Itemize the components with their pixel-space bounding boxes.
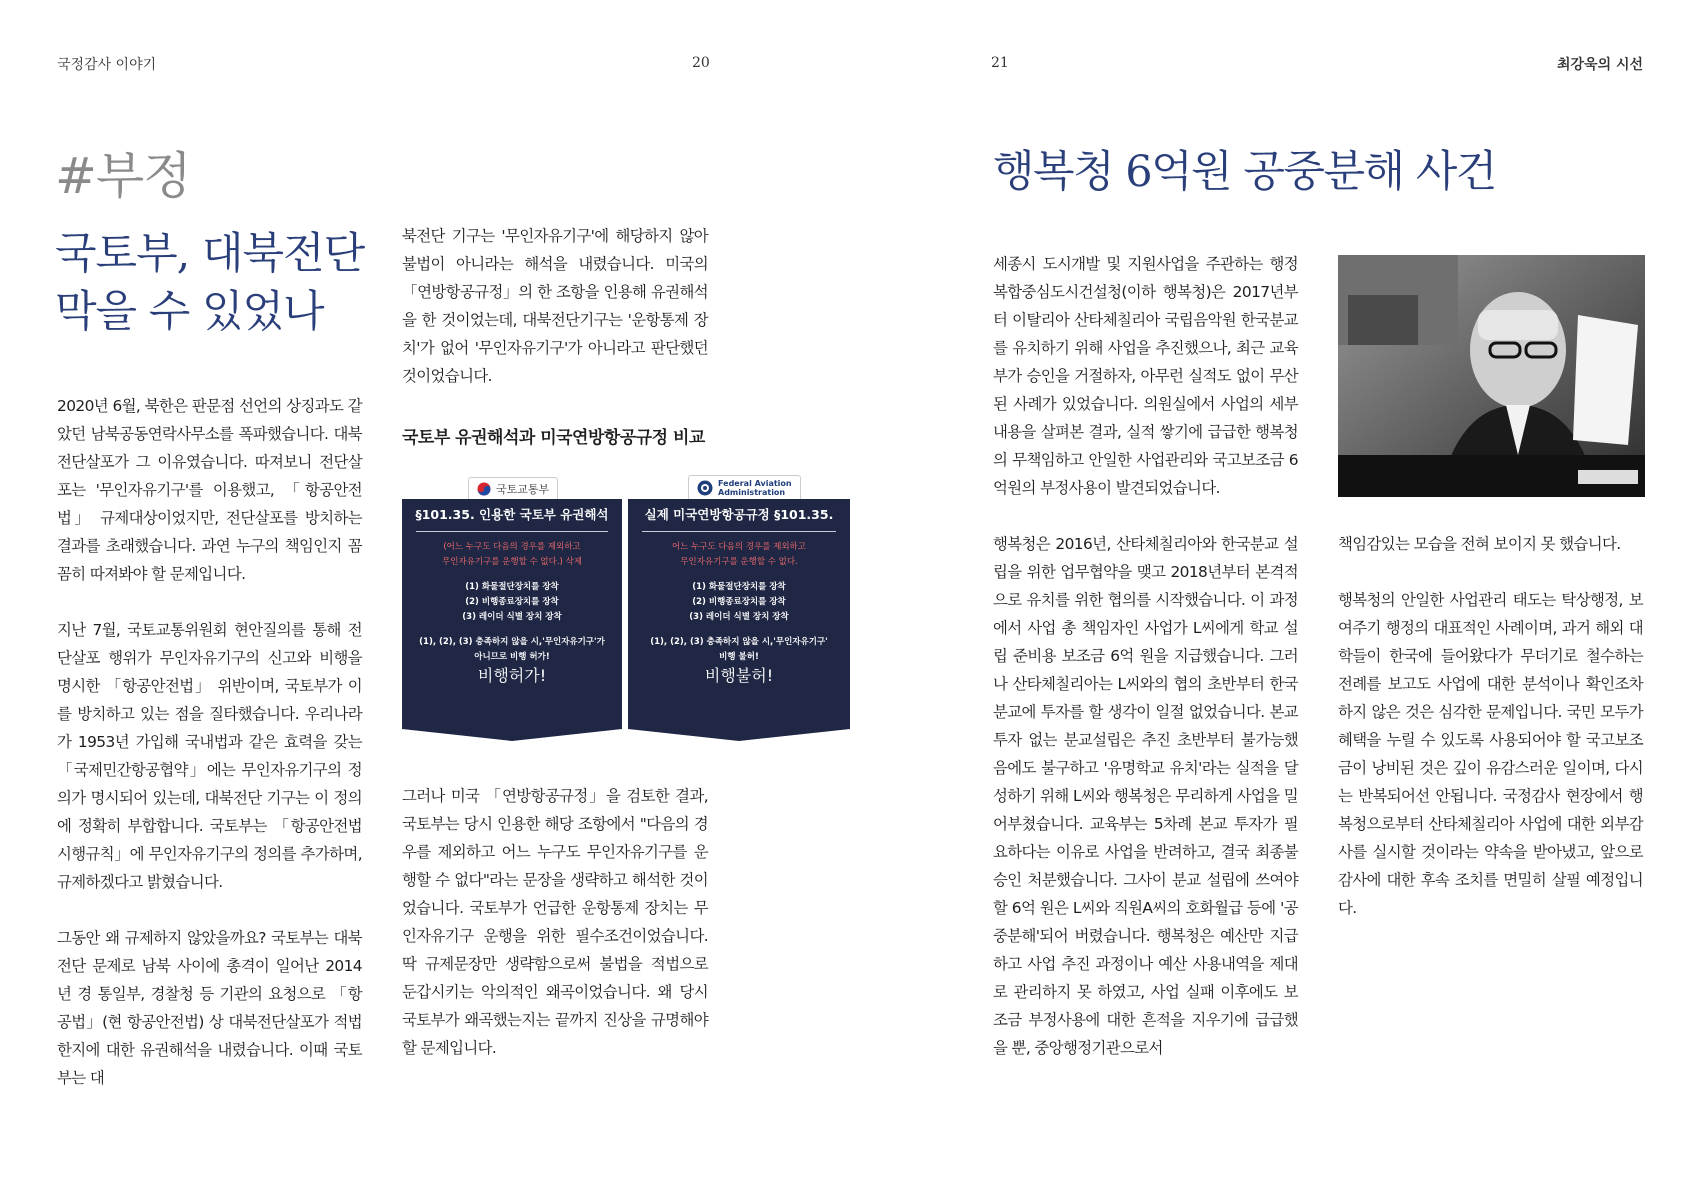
- right-panel-pennant: [628, 687, 850, 741]
- paragraph: 2020년 6월, 북한은 판문점 선언의 상징과도 같았던 남북공동연락사무소를 폭파했습니다. 대북전단살포가 그 이유였습니다. 따져보니 전단살포는 '무인자유기구'를 이용했고, 「항공안전법」 규제대상이었지만, 전단살포를 방치하는 결과를 초래했습니다. 과연 누구의 책임인지 꼼꼼히 따져봐야 할 문제입니다.: [57, 397, 362, 583]
- left-column-2-bottom: [402, 782, 708, 1062]
- left-panel-condition: 아니므로 비행 허가!: [474, 652, 550, 662]
- right-page-number: 21: [991, 55, 1009, 71]
- paragraph: 세종시 도시개발 및 지원사업을 주관하는 행정복합중심도시건설청(이하 행복청)은 2017년부터 이탈리아 산타체칠리아 국립음악원 한국분교를 유치하기 위해 사업을 추진했으나, 최근 교육부가 승인을 거절하자, 아무런 실적도 없이 무산된 사례가 있었습니다. 의원실에서 사업의 세부내용을 살펴본 결과, 실적 쌓기에 급급한 행복청의 무책임하고 안일한 사업관리와 국고보조금 6억원의 부정사용이 발견되었습니다.: [993, 255, 1298, 497]
- right-panel-red-text: 무인자유기구를 운행할 수 없다.: [680, 557, 798, 567]
- left-panel-red-text: 무인자유기구를 운행할 수 없다.) 삭제: [442, 557, 582, 567]
- comparison-subheading: 국토부 유권해석과 미국연방항공규정 비교: [402, 428, 705, 448]
- left-article-title: [55, 225, 375, 341]
- paragraph: 북전단 기구는 '무인자유기구'에 해당하지 않아 불법이 아니라는 해석을 내렸습니다. 미국의 「연방항공규정」의 한 조항을 인용해 유권해석을 한 것이었는데, 대북전단기구는 '운항통제 장치'가 없어 '무인자유기구'가 아니라고 판단했던 것이었습니다.: [402, 227, 708, 385]
- right-running-header: 최강욱의 시선: [1557, 57, 1644, 73]
- paragraph: 행복청의 안일한 사업관리 태도는 탁상행정, 보여주기 행정의 대표적인 사례이며, 과거 해외 대학들이 한국에 들어왔다가 무더기로 철수하는 전례를 보고도 사업에 대한 분석이나 확인조차 하지 않은 것은 심각한 문제입니다. 국민 모두가 혜택을 누릴 수 있도록 사용되어야 할 국고보조금이 낭비된 것은 깊이 유감스러운 일이며, 다시는 반복되어선 안됩니다. 국정감사 현장에서 행복청으로부터 산타체칠리아 사업에 대한 외부감사를 실시할 것이라는 약속을 받아냈고, 앞으로 감사에 대한 후속 조치를 면밀히 살필 예정입니다.: [1338, 591, 1643, 917]
- left-panel-condition: (1), (2), (3) 충족하지 않을 시,'무인자유기구'가: [419, 637, 605, 647]
- left-comparison-panel: [402, 473, 622, 741]
- right-panel-body: [628, 499, 850, 687]
- faa-logo-line: Administration: [718, 488, 786, 497]
- photo-illustration: [1338, 255, 1645, 497]
- right-column-2: [1338, 530, 1643, 922]
- paragraph: 그동안 왜 규제하지 않았을까요? 국토부는 대북전단 문제로 남북 사이에 총격이 일어난 2014년 경 통일부, 경찰청 등 기관의 요청으로 「항공법」(현 항공안전법) 상 대북전단살포가 적법한지에 대한 유권해석을 내렸습니다. 이때 국토부는 대: [57, 929, 362, 1087]
- faa-logo-text: [718, 479, 792, 497]
- left-page-number: 20: [692, 55, 710, 71]
- hearing-photo: [1338, 255, 1645, 497]
- taegeuk-icon: [477, 482, 491, 496]
- molit-logo-text: 국토교통부: [496, 483, 550, 496]
- right-column-1: [993, 250, 1298, 1062]
- faa-logo-line: Federal Aviation: [718, 479, 792, 488]
- paragraph: 행복청은 2016년, 산타체칠리아와 한국분교 설립을 위한 업무협약을 맺고 2018년부터 본격적으로 유치를 위한 협의를 시작했습니다. 이 과정에서 사업 총 책임자인 사업가 L씨에게 학교 설립 준비용 보조금 6억 원을 지급했습니다. 그러나 산타체칠리아는 L씨와의 협의 초반부터 한국분교에 투자를 할 생각이 일절 없었습니다. 본교 투자 없는 분교설립은 추진 초반부터 불가능했음에도 불구하고 '유명학교 유치'라는 실적을 달성하기 위해 L씨와 행복청은 무리하게 사업을 밀어부쳤습니다. 교육부는 5차례 본교 투자가 필요하다는 이유로 사업을 반려하고, 결국 최종불승인 처분했습니다. 그사이 분교 설립에 쓰여야 할 6억 원은 L씨와 직원A씨의 호화월급 등에 '공중분해'되어 버렸습니다. 행복청은 예산만 지급하고 사업 추진 과정이나 예산 사용내역을 제대로 관리하지 못 하였고, 사업 실패 이후에도 보조금 부정사용에 대한 흔적을 지우기에 급급했을 뿐, 중앙행정기관으로서: [993, 535, 1298, 1057]
- paragraph: 그러나 미국 「연방항공규정」을 검토한 결과, 국토부는 당시 인용한 해당 조항에서 "다음의 경우를 제외하고 어느 누구도 무인자유기구를 운행할 수 없다"라는 문장을 생략하고 해석한 것이었습니다. 국토부가 언급한 운항통제 장치는 무인자유기구 운행을 위한 필수조건이었습니다. 딱 규제문장만 생략함으로써 불법을 적법으로 둔갑시키는 악의적인 왜곡이었습니다. 왜 당시 국토부가 왜곡했는지는 끝까지 진상을 규명해야 할 문제입니다.: [402, 787, 709, 1057]
- title-line-2: 막을 수 있었나: [55, 287, 324, 337]
- right-panel-condition: (1), (2), (3) 충족하지 않을 시,'무인자유기구': [650, 637, 828, 647]
- paragraph: 지난 7월, 국토교통위원회 현안질의를 통해 전단살포 행위가 무인자유기구의 신고와 비행을 명시한 「항공안전법」 위반이며, 국토부가 이를 방치하고 있는 점을 질타했습니다. 우리나라가 1953년 가입해 국내법과 같은 효력을 갖는 「국제민간항공협약」에는 무인자유기구의 정의가 명시되어 있는데, 대북전단 기구는 이 정의에 정확히 부합합니다. 국토부는 「항공안전법 시행규칙」에 무인자유기구의 정의를 추가하며, 규제하겠다고 밝혔습니다.: [57, 621, 362, 891]
- left-panel-item: (2) 비행종료장치를 장착: [465, 597, 559, 607]
- left-column-1: [57, 392, 362, 1092]
- left-panel-title: §101.35. 인용한 국토부 유권해석: [415, 507, 609, 522]
- right-verdict: 비행불허!: [704, 666, 774, 685]
- left-panel-item: (3) 레이더 식별 장치 장착: [462, 612, 562, 622]
- left-panel-body: [402, 499, 622, 687]
- right-panel-condition: 비행 불허!: [719, 652, 759, 662]
- comparison-figure: [402, 473, 850, 741]
- left-panel-pennant: [402, 687, 622, 741]
- title-line-1: 국토부, 대북전단: [55, 229, 365, 279]
- right-panel-item: (3) 레이더 식별 장치 장착: [689, 612, 789, 622]
- left-running-header: 국정감사 이야기: [57, 57, 157, 73]
- divider: [416, 531, 608, 532]
- left-panel-red-text: (어느 누구도 다음의 경우를 제외하고: [443, 542, 581, 552]
- right-comparison-panel: [628, 473, 850, 741]
- right-panel-red-text: 어느 누구도 다음의 경우를 제외하고: [672, 542, 806, 552]
- molit-logo: [468, 477, 558, 501]
- right-panel-item: (1) 화물절단장치를 장착: [692, 582, 786, 592]
- category-tag: #부정: [55, 147, 191, 205]
- right-article-title: 행복청 6억원 공중분해 사건: [993, 147, 1496, 197]
- faa-logo: [688, 475, 801, 501]
- left-column-2-top: [402, 222, 708, 390]
- faa-seal-icon: [697, 480, 713, 496]
- divider: [642, 531, 836, 532]
- right-panel-item: (2) 비행종료장치를 장착: [692, 597, 786, 607]
- left-panel-item: (1) 화물절단장치를 장착: [465, 582, 559, 592]
- paragraph: 책임감있는 모습을 전혀 보이지 못 했습니다.: [1338, 535, 1621, 553]
- left-verdict: 비행허가!: [477, 666, 547, 685]
- right-panel-title: 실제 미국연방항공규정 §101.35.: [644, 507, 834, 522]
